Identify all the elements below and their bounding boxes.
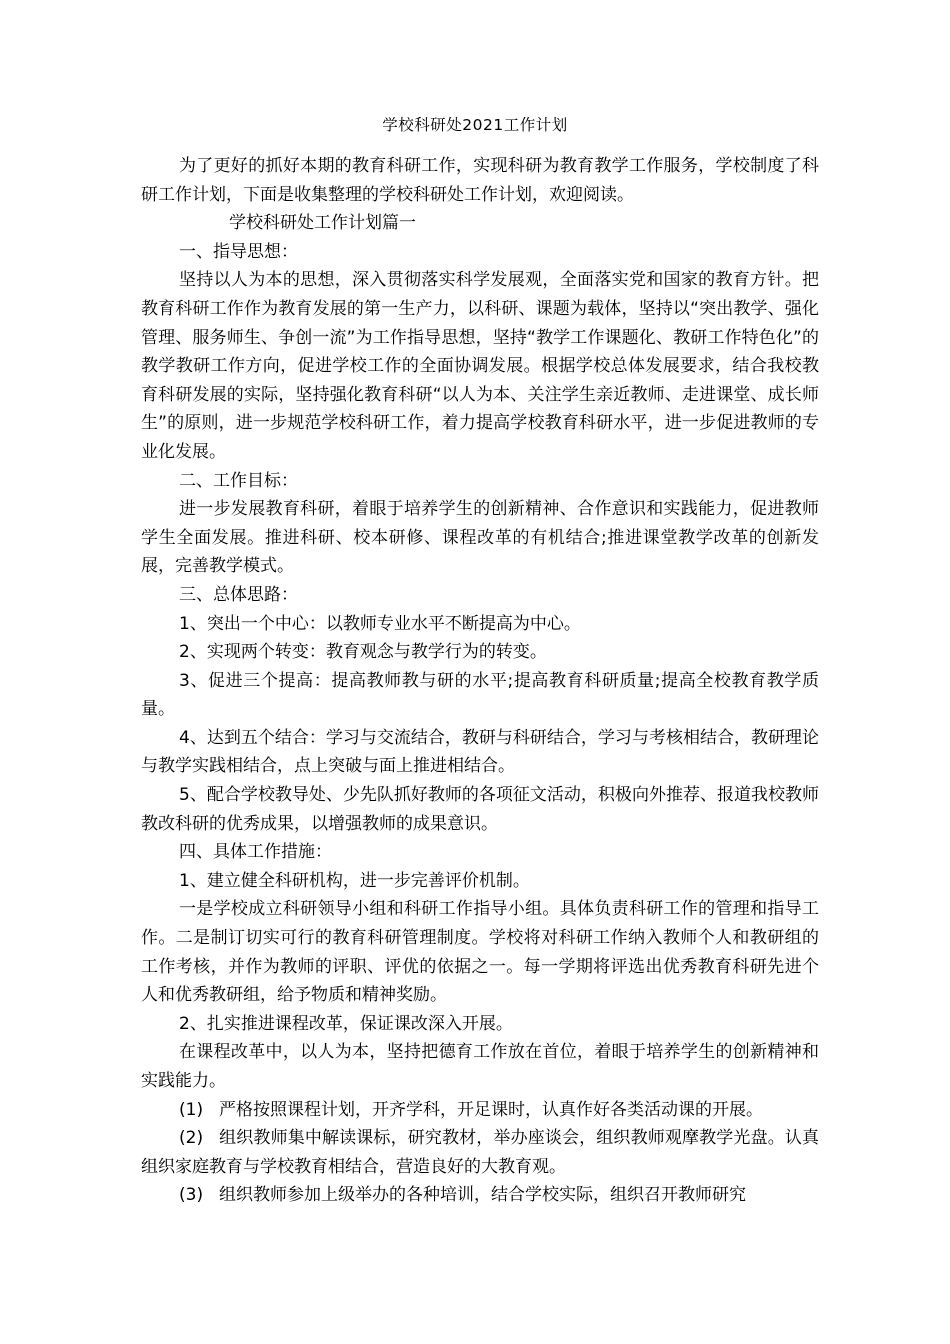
item-text: 严格按照课程计划，开齐学科，开足课时，认真作好各类活动课的开展。: [219, 1099, 763, 1120]
section2-paragraph: 进一步发展教育科研，着眼于培养学生的创新精神、合作意识和实践能力，促进教师学生全面发展。推进科研、校本研修、课程改革的有机结合;推进课堂教学改革的创新发展，完善教学模式。: [141, 499, 819, 577]
measure2-item: [141, 1181, 819, 1210]
measure1-paragraph: 一是学校成立科研领导小组和科研工作指导小组。具体负责科研工作的管理和指导工作。二是制订切实可行的教育科研管理制度。学校将对科研工作纳入教师个人和教研组的工作考核，并作为教师的评职、评优的依据之一。每一学期将评选出优秀教育科研先进个人和优秀教研组，给予物质和精神奖励。: [141, 899, 819, 1006]
measure2-item: [141, 1096, 819, 1125]
item-number: (2): [179, 1128, 204, 1149]
measure1-heading: 1、建立健全科研机构，进一步完善评价机制。: [179, 870, 530, 891]
item-number: (3): [179, 1185, 204, 1206]
section3-item: 2、实现两个转变：教育观念与教学行为的转变。: [179, 642, 547, 663]
section3-heading: 三、总体思路：: [179, 584, 298, 605]
measure2-paragraph: 在课程改革中，以人为本，坚持把德育工作放在首位，着眼于培养学生的创新精神和实践能力。: [141, 1042, 819, 1091]
document-title: 学校科研处2021工作计划: [382, 116, 568, 134]
section3-item: 5、配合学校教导处、少先队抓好教师的各项征文活动，积极向外推荐、报道我校教师教改科研的优秀成果，以增强教师的成果意识。: [141, 785, 819, 834]
section-subtitle: 学校科研处工作计划篇一: [229, 213, 416, 234]
item-number: (1): [179, 1099, 204, 1120]
document-body: [141, 152, 819, 1210]
section1-heading: 一、指导思想：: [179, 241, 298, 262]
section4-heading: 四、具体工作措施：: [179, 842, 332, 863]
section1-paragraph: 坚持以人为本的思想，深入贯彻落实科学发展观，全面落实党和国家的教育方针。把教育科研工作作为教育发展的第一生产力，以科研、课题为载体，坚持以“突出教学、强化管理、服务师生、争创一流”为工作指导思想，坚持“教学工作课题化、教研工作特色化”的教学教研工作方向，促进学校工作的全面协调发展。根据学校总体发展要求，结合我校教育科研发展的实际，坚持强化教育科研“以人为本、关注学生亲近教师、走进课堂、成长师生”的原则，进一步规范学校科研工作，着力提高学校教育科研水平，进一步促进教师的专业化发展。: [141, 270, 819, 462]
item-text: 组织教师参加上级举办的各种培训，结合学校实际，组织召开教师研究: [219, 1185, 746, 1206]
measure2-heading: 2、扎实推进课程改革，保证课改深入开展。: [179, 1013, 513, 1034]
section3-item: 4、达到五个结合：学习与交流结合，教研与科研结合，学习与考核相结合，教研理论与教学实践相结合，点上突破与面上推进相结合。: [141, 727, 819, 777]
section3-item: 3、促进三个提高：提高教师教与研的水平;提高教育科研质量;提高全校教育教学质量。: [141, 670, 819, 720]
section3-item: 1、突出一个中心：以教师专业水平不断提高为中心。: [179, 613, 581, 634]
intro-paragraph: 为了更好的抓好本期的教育科研工作，实现科研为教育教学工作服务，学校制度了科研工作计划，下面是收集整理的学校科研处工作计划，欢迎阅读。: [141, 156, 819, 205]
item-text: 组织教师集中解读课标，研究教材，举办座谈会，组织教师观摩教学光盘。认真组织家庭教育与学校教育相结合，营造良好的大教育观。: [141, 1128, 819, 1177]
section2-heading: 二、工作目标：: [179, 470, 298, 491]
measure2-item: [141, 1124, 819, 1181]
